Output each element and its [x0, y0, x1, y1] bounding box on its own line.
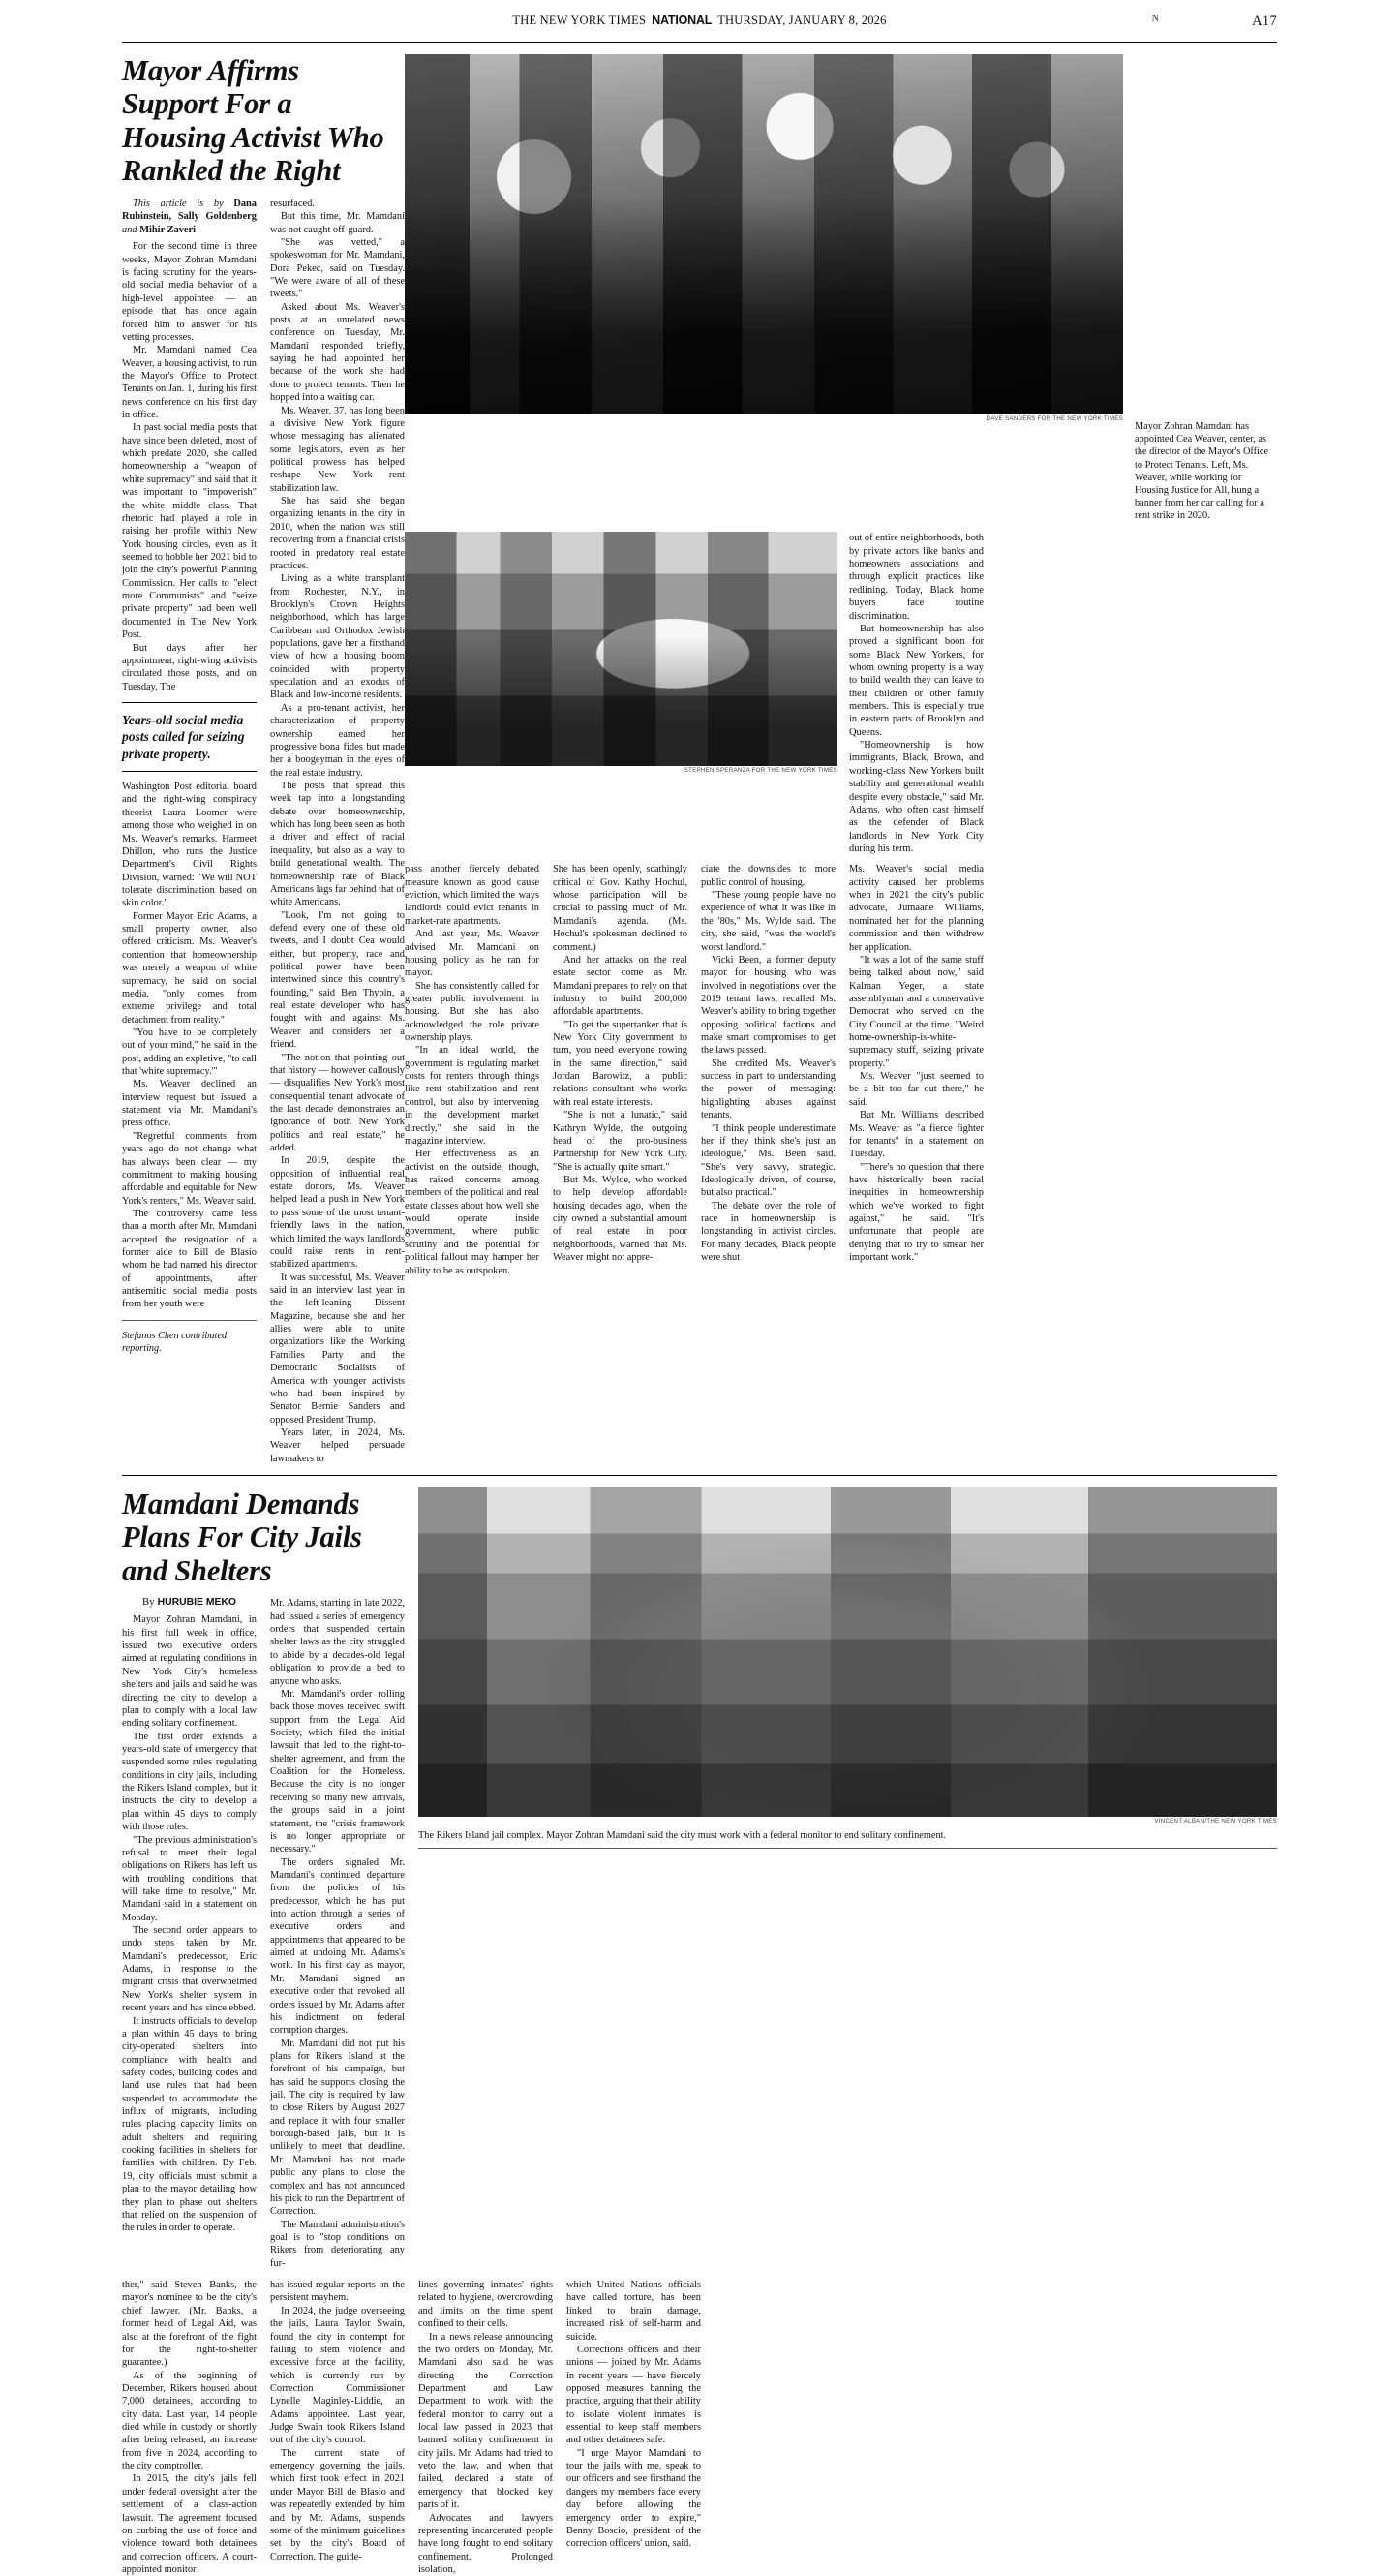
paragraph: In past social media posts that have since been deleted, most of which predate 2020, she called homeownership a "weapon of white supremacy" and said that it was important to "impoverish" the white middle class. That rhetoric had played a role in raising her profile within New York housing circles, even as it seemed to hobble her 2021 bid to join the city's powerful Planning Commission. Her calls to "elect more Communists" and "seize private property" had been well documented in The New York Post.	[122, 422, 257, 641]
article2-col6-body	[566, 2279, 701, 2551]
paragraph: The debate over the role of race in homeownership is longstanding in activist circles. For many decades, Black people were shut	[701, 1200, 836, 1264]
paragraph: "I urge Mayor Mamdani to tour the jails with me, speak to our officers and see firsthand the dangers my members face every day before allowing the emergency order to expire," Benny Boscio, president of the correction officers' union, said.	[566, 2447, 701, 2550]
article2-left-block	[122, 1487, 405, 2270]
paragraph: "To get the supertanker that is New York City government to turn, you need everyone rowing in the same direction," said Jordan Barowitz, a public relations consultant who works with real estate interests.	[553, 1019, 687, 1108]
article1-col3-body	[405, 863, 539, 1277]
paragraph: Ms. Weaver's social media activity caused her problems when in 2021 the city's public advocate, Jumaane Williams, nominated her for the planning commission and then withdrew her application.	[849, 864, 984, 953]
article1-byline	[122, 198, 257, 237]
article1-pull-quote: Years-old social media posts called for seizing private property.	[122, 712, 245, 761]
photo1-caption: Mayor Zohran Mamdani has appointed Cea Weaver, center, as the director of the Mayor's Office to Protect Tenants. Left, Ms. Weaver, while working for Housing Justice for All, hung a banner from her car calling for a rent strike in 2020.	[1135, 421, 1269, 522]
article1-col5-body	[701, 863, 836, 1264]
paragraph: "Homeownership is how immigrants, Black, Brown, and working-class New Yorkers built stability and generational wealth despite every obstacle," said Mr. Adams, who often cast himself as the defender of Black landlords in New York City during his term.	[849, 740, 984, 854]
article1-left-block	[122, 54, 405, 1465]
paragraph: ther," said Steven Banks, the mayor's nominee to be the city's chief lawyer. (Mr. Banks, a former head of Legal Aid, was also at the forefront of the fight for the right-to-shelter guarantee.)	[122, 2280, 257, 2369]
paragraph: Ms. Weaver "just seemed to be a bit too far out there," he said.	[849, 1071, 984, 1108]
paragraph: "In an ideal world, the government is regulating market costs for renters through things like rent stabilization and rent control, but also by intervening in the development market directly," she said in the magazine interview.	[405, 1045, 539, 1147]
byline-prefix: By	[141, 1597, 155, 1609]
photo-rikers-island-aerial	[418, 1487, 1277, 1817]
paragraph: It was successful, Ms. Weaver said in an interview last year in the left-leaning Dissent Magazine, because she and her allies were able to unite organizations like the Working Families Party and the Democratic Socialists of America with younger activists who had been inspired by Senator Bernie Sanders and opposed President Trump.	[270, 1272, 405, 1426]
article1-column-4	[553, 863, 687, 1277]
paragraph: The posts that spread this week tap into a longstanding debate over homeownership, which has long been seen as both a driver and effect of racial inequality, but also as a way to build generational wealth. The homeownership rate of Black Americans lags far behind that of white Americans.	[270, 780, 405, 908]
paragraph: Vicki Been, a former deputy mayor for housing who was involved in negotiations over the 2019 tenant laws, recalled Ms. Weaver's ability to bring together opposing political factions and make smart compromises to get the laws passed.	[701, 954, 836, 1057]
paragraph: which United Nations officials have called torture, has been linked to brain damage, increased risk of self-harm and suicide.	[566, 2280, 701, 2343]
paragraph: She has consistently called for greater public involvement in housing. But she has also acknowledged the role private ownership plays.	[405, 980, 539, 1044]
article2-top-columns	[122, 1597, 405, 2270]
pull-quote-rule-bottom	[122, 771, 257, 772]
paragraph: "The notion that pointing out that history — however callously — disqualifies New York's most consequential tenant advocate of the last decade demonstrates an ignorance of both New York politics and real estate," he added.	[270, 1052, 405, 1154]
article2-column-5	[418, 2279, 553, 2576]
byline-author: HURUBIE MEKO	[157, 1597, 237, 1609]
byline-and: and	[122, 224, 137, 235]
paragraph: As of the beginning of December, Rikers housed about 7,000 detainees, according to city data. Last year, 14 people died while in custody or shortly after being released, an increase from five in 2024, according to the city comptroller.	[122, 2370, 257, 2472]
paragraph: out of entire neighborhoods, both by private actors like banks and homeowners associations and through explicit practices like redlining. Today, Black home buyers face routine discrimination.	[849, 533, 984, 622]
paragraph: Mr. Mamdani named Cea Weaver, a housing activist, to run the Mayor's Office to Protect Tenants on Jan. 1, during his first news conference on his first day in office.	[122, 345, 257, 421]
paragraph: But days after her appointment, right-wing activists circulated those posts, and on Tuesday, The	[122, 642, 257, 692]
article1-photo-row-1	[405, 54, 1277, 522]
article1-col2-body	[270, 198, 405, 1465]
photo1-wrap	[405, 54, 1123, 522]
paragraph: The orders signaled Mr. Mamdani's continued departure from the policies of his predecessor, which he has put into action through a series of executive orders and appointments that appeared to be aimed at undoing Mr. Adams's work. In his first day as mayor, Mr. Mamdani signed an executive order that revoked all orders issued by Mr. Adams after his indictment on federal corruption charges.	[270, 1856, 405, 2037]
article1-top-columns	[122, 198, 405, 1465]
article2-col4-body	[270, 2279, 405, 2563]
paragraph: For the second time in three weeks, Mayor Zohran Mamdani is facing scrutiny for the years-old social media behavior of a high-level appointee — an episode that has once again forced him to answer for his vetting processes.	[122, 241, 257, 343]
article2-col5-body	[418, 2279, 553, 2576]
folio-page-number: A17	[1252, 14, 1277, 29]
article2-column-1	[122, 1597, 257, 2270]
paragraph: "These young people have no experience of what it was like in the '80s," Ms. Wylde said. The city, she said, "was the world's worst landlord."	[701, 890, 836, 953]
paragraph: "She is not a lunatic," said Kathryn Wylde, the outgoing head of the pro-business Partnership for New York City. "She is actually quite smart."	[553, 1110, 687, 1173]
paragraph: Years later, in 2024, Ms. Weaver helped persuade lawmakers to	[270, 1426, 405, 1464]
paragraph: Mr. Mamdani's order rolling back those moves received swift support from the Legal Aid Society, which filed the initial lawsuit that led to the right-to-shelter agreement, and from the Coalition for the Homeless. Because the city is no longer receiving so many new arrivals, the groups said in a joint statement, the "crisis framework is no longer appropriate or necessary."	[270, 1688, 405, 1855]
paragraph: "Look, I'm not going to defend every one of these old tweets, and I doubt Cea would either, but property, race and political power have been intertwined since this country's founding," said Ben Thypin, a real estate developer who has fought with and against Ms. Weaver and considers her a friend.	[270, 909, 405, 1051]
article-separator-rule	[122, 1475, 1277, 1476]
paragraph: The second order appears to undo steps taken by Mr. Mamdani's predecessor, Eric Adams, in response to the migrant crisis that overwhelmed New York's shelter system in recent years and has since ebbed.	[122, 1925, 257, 2014]
paragraph: Washington Post editorial board and the right-wing conspiracy theorist Laura Loomer were among those who weighed in on Ms. Weaver's remarks. Harmeet Dhillon, who runs the Justice Department's Civil Rights Division, warned: "We will NOT tolerate discrimination based on skin color."	[122, 782, 257, 909]
pull-quote-rule-top	[122, 702, 257, 703]
photo-rent-strike-banner	[405, 532, 837, 766]
article2-caption-rule	[418, 1848, 1277, 1849]
article2-photo-block	[418, 1487, 1277, 2270]
paragraph: Her effectiveness as an activist on the outside, though, has raised concerns among members of the political and real estate classes about how well she would operate inside government, where public scrutiny and the potential for political fallout may hamper her ability to be as outspoken.	[405, 1149, 539, 1276]
byline-prefix: This article is by	[133, 198, 224, 209]
paragraph: In 2024, the judge overseeing the jails, Laura Taylor Swain, found the city in contempt for failing to stem violence and excessive force at the facility, which is currently run by Correction Commissioner Lynelle Maginley-Liddie, an Adams appointee. Last year, Judge Swain took Rikers Island out of the city's control.	[270, 2305, 405, 2446]
paragraph: But this time, Mr. Mamdani was not caught off-guard.	[270, 211, 405, 235]
paragraph: The Mamdani administration's goal is to "stop conditions on Rikers from deteriorating any fur-	[270, 2219, 405, 2269]
paragraph: "The previous administration's refusal to meet their legal obligations on Rikers has left us with troubling conditions that will take time to resolve," Mr. Mamdani said in a statement on Monday.	[122, 1834, 257, 1923]
article1-col1b-body	[122, 781, 257, 1311]
paragraph: In a news release announcing the two orders on Monday, Mr. Mamdani also said he was directing the Correction Department and Law Department to work with the federal monitor to carry out a local law passed in 2023 that banned solitary confinement in city jails. Mr. Adams had tried to veto the law, and when that failed, declared a state of emergency that blocked key parts of it.	[418, 2331, 553, 2511]
paragraph: "I think people underestimate her if they think she's just an ideologue," Ms. Been said. "She's very savvy, strategic. Ideologically driven, of course, but also practical."	[701, 1122, 836, 1199]
paragraph: In 2015, the city's jails fell under federal oversight after the settlement of a class-action lawsuit. The agreement focused on curbing the use of force and violence toward both detainees and correction officers. A court-appointed monitor	[122, 2473, 257, 2575]
paragraph: The first order extends a years-old state of emergency that suspended some rules regulating conditions in city jails, including the Rikers Island complex, but it instructs the city to develop a plan within 45 days to comply with those rules.	[122, 1731, 257, 1833]
article2-column-4	[270, 2279, 405, 2576]
article2-byline	[122, 1597, 257, 1608]
paragraph: In 2019, despite the opposition of influential real estate donors, Ms. Weaver helped lead a push in New York to pass some of the most tenant-friendly laws in the nation, which limited the ways landlords could raise rents in rent-stabilized apartments.	[270, 1155, 405, 1271]
paragraph: She credited Ms. Weaver's success in part to understanding the power of messaging: highlighting abuses against tenants.	[701, 1058, 836, 1121]
paragraph: Asked about Ms. Weaver's posts at an unrelated news conference on Tuesday, Mr. Mamdani responded briefly, saying he had appointed her because of the work she had done to protect tenants. Then he hopped into a waiting car.	[270, 301, 405, 404]
article1-headline: Mayor Affirms Support For a Housing Activist Who Rankled the Right	[122, 54, 384, 188]
paragraph: The controversy came less than a month after Mr. Mamdani accepted the resignation of a former aide to Bill de Blasio whom he had named his director of appointments, after antisemitic social media posts from her youth were	[122, 1208, 257, 1310]
paragraph: ciate the downsides to more public control of housing.	[701, 864, 836, 888]
article1-col6-body-bottom	[849, 863, 984, 1264]
paragraph: "Regretful comments from years ago do not change what has always been clear — my commitment to making housing affordable and equitable for New York's renters," Ms. Weaver said.	[122, 1130, 257, 1207]
paragraph: Former Mayor Eric Adams, a small property owner, also offered criticism. Ms. Weaver's contention that homeownership was merely a weapon of white supremacy, he said on social media, "only comes from extreme privilege and total detachment from reality."	[122, 910, 257, 1026]
article1-col4-body	[553, 863, 687, 1264]
article2-top-block	[122, 1487, 1277, 2270]
article2-col2-body	[270, 1597, 405, 2270]
byline-names: Dana Rubinstein, Sally Goldenberg	[122, 198, 257, 223]
article1-bottom-columns	[405, 863, 1277, 1277]
article1-column-6-upper	[849, 532, 984, 855]
paragraph: But Mr. Williams described Ms. Weaver as "a fierce fighter for tenants" in a statement on Tuesday.	[849, 1110, 984, 1160]
paragraph: lines governing inmates' rights related to hygiene, overcrowding and limits on the time spent confined to their cells.	[418, 2280, 553, 2330]
paragraph: And last year, Ms. Weaver advised Mr. Mamdani on housing policy as he ran for mayor.	[405, 929, 539, 979]
article1-column-1	[122, 198, 257, 1465]
article1-photo-row-2	[405, 532, 1277, 855]
article1-column-3	[405, 863, 539, 1277]
article2-col1-body	[122, 1613, 257, 2234]
folio-date: THURSDAY, JANUARY 8, 2026	[717, 14, 887, 27]
paragraph: "It was a lot of the same stuff being talked about now," said Kalman Yeger, a state assemblyman and a conservative Democrat who served on the City Council at the time. "Weird home-ownership-is-white-supremacy stuff, seizing private property."	[849, 954, 984, 1069]
paragraph: pass another fiercely debated measure known as good cause eviction, which limited the ways landlords could evict tenants in market-rate apartments.	[405, 864, 539, 927]
photo1-credit: DAVE SANDERS FOR THE NEW YORK TIMES	[986, 415, 1123, 422]
contributor-rule	[122, 1320, 257, 1321]
folio-section: NATIONAL	[652, 14, 713, 27]
photo2-wrap	[405, 532, 837, 855]
paragraph: resurfaced.	[270, 198, 315, 209]
photo-mamdani-weaver-group	[405, 54, 1123, 414]
paragraph: But homeownership has also proved a significant boon for some Black New Yorkers, for whom owning property is a way to build wealth they can leave to their children or other family members. This is especially true in eastern parts of Brooklyn and Queens.	[849, 623, 984, 738]
paragraph: But Ms. Wylde, who worked to help develop affordable housing decades ago, when the city owned a substantial amount of real estate in poor neighborhoods, warned that Ms. Weaver might not appre-	[553, 1174, 687, 1264]
article1-right-block	[405, 54, 1277, 1465]
paragraph: She has said she began organizing tenants in the city in 2010, when the nation was still recovering from a financial crisis rooted in predatory real estate practices.	[270, 496, 405, 571]
article1-col1-body	[122, 240, 257, 693]
paragraph: Mr. Adams, starting in late 2022, had issued a series of emergency orders that suspended certain shelter laws as the city struggled to abide by a decades-old legal obligation to provide a bed to anyone who asks.	[270, 1598, 405, 1687]
paragraph: The current state of emergency governing the jails, which first took effect in 2021 under Mayor Bill de Blasio and was repeatedly extended by him and by Mr. Adams, suspends some of the minimum guidelines set by the city's Board of Correction. The guide-	[270, 2447, 405, 2562]
paragraph: And her attacks on the real estate sector come as Mr. Mamdani prepares to rely on that industry to build 200,000 affordable apartments.	[553, 954, 687, 1018]
photo2-credit: STEPHEN SPERANZA FOR THE NEW YORK TIMES	[684, 767, 837, 775]
article1-column-5	[701, 863, 836, 1277]
photo1-caption-wrap	[1135, 54, 1277, 522]
folio-bar	[122, 14, 1277, 39]
paragraph: "There's no question that there have historically been racial inequities in homeownership which we've worked to fight against," he said. "It's unfortunate that people are denying that to try to smear her important work."	[849, 1161, 984, 1264]
article2-column-2	[270, 1597, 405, 2270]
paragraph: Advocates and lawyers representing incarcerated people have long fought to end solitary confinement. Prolonged isolation,	[418, 2512, 553, 2575]
article1-col6-body-top	[849, 532, 984, 855]
article2-col3-body	[122, 2279, 257, 2576]
article-mamdani-demands-plans	[122, 1487, 1277, 2576]
paragraph: Ms. Weaver declined an interview request but issued a statement via Mr. Mamdani's press office.	[122, 1079, 257, 1129]
paragraph: Corrections officers and their unions — joined by Mr. Adams in recent years — have fiercely opposed measures banning the practice, arguing that their ability to isolate violent inmates is essential to keep staff members and other detainees safe.	[566, 2344, 701, 2446]
paragraph: "She was vetted," a spokeswoman for Mr. Mamdani, Dora Pekec, said on Tuesday. "We were aware of all of these tweets."	[270, 236, 405, 300]
folio-rule	[122, 42, 1277, 43]
paragraph: Living as a white transplant from Rochester, N.Y., in Brooklyn's Crown Heights neighborhood, which has large Caribbean and Orthodox Jewish populations, gave her a firsthand view of how a housing boom coincided with property speculation and an exodus of Black and low-income residents.	[270, 573, 405, 701]
article2-bottom-columns	[122, 2279, 1277, 2576]
article2-headline: Mamdani Demands Plans For City Jails and Shelters	[122, 1487, 362, 1587]
paragraph: It instructs officials to develop a plan within 45 days to bring city-operated shelters into compliance with health and safety codes, building codes and land use rules that had been suspended to accommodate the influx of migrants, including rules placing capacity limits on adult shelters and requiring cooking facilities in shelters for families with children. By Feb. 19, city officials must submit a plan to the mayor detailing how they plan to phase out shelters that relied on the suspension of the rules in order to operate.	[122, 2015, 257, 2234]
paragraph: has issued regular reports on the persistent mayhem.	[270, 2280, 405, 2304]
folio-paper-name: THE NEW YORK TIMES	[512, 14, 647, 27]
paragraph: Ms. Weaver, 37, has long been a divisive New York figure whose messaging has alienated some legislators, even as her political prowess has helped reshape New York rent stabilization law.	[270, 405, 405, 494]
article2-column-3	[122, 2279, 257, 2576]
paragraph: Mayor Zohran Mamdani, in his first full week in office, issued two executive orders aimed at regulating conditions in New York City's homeless shelters and jails and said he was directing the city to develop a plan to comply with a local law ending solitary confinement.	[122, 1614, 257, 1730]
article1-column-2	[270, 198, 405, 1465]
article-mayor-affirms-support	[122, 54, 1277, 1465]
paragraph: She has been openly, scathingly critical of Gov. Kathy Hochul, whose participation will be crucial to passing much of Mr. Mamdani's agenda. (Ms. Hochul's spokesman declined to comment.)	[553, 864, 687, 953]
folio-edition-mark: N	[1151, 14, 1159, 24]
article2-photo-caption: The Rikers Island jail complex. Mayor Zohran Mamdani said the city must work with a federal monitor to end solitary confinement.	[418, 1830, 947, 1842]
article2-photo-credit: VINCENT ALBAN/THE NEW YORK TIMES	[1154, 1818, 1277, 1825]
paragraph: As a pro-tenant activist, her characterization of property ownership earned her progressive bona fides but made her a boogeyman in the eyes of the real estate industry.	[270, 702, 405, 779]
byline-last-name: Mihir Zaveri	[139, 224, 197, 235]
article1-contributor-note: Stefanos Chen contributed reporting.	[122, 1330, 228, 1354]
paragraph: Mr. Mamdani did not put his plans for Rikers Island at the forefront of his campaign, but has said he supports closing the jail. The city is required by law to close Rikers by August 2027 and replace it with four smaller borough-based jails, but it is unlikely to meet that deadline. Mr. Mamdani has not made public any plans to close the complex and has not announced his pick to run the Department of Correction.	[270, 2038, 405, 2218]
article2-column-6	[566, 2279, 701, 2576]
paragraph: "You have to be completely out of your mind," he said in the post, adding an expletive, "to call that 'white supremacy.'"	[122, 1027, 257, 1078]
article1-column-6-lower	[849, 863, 984, 1277]
